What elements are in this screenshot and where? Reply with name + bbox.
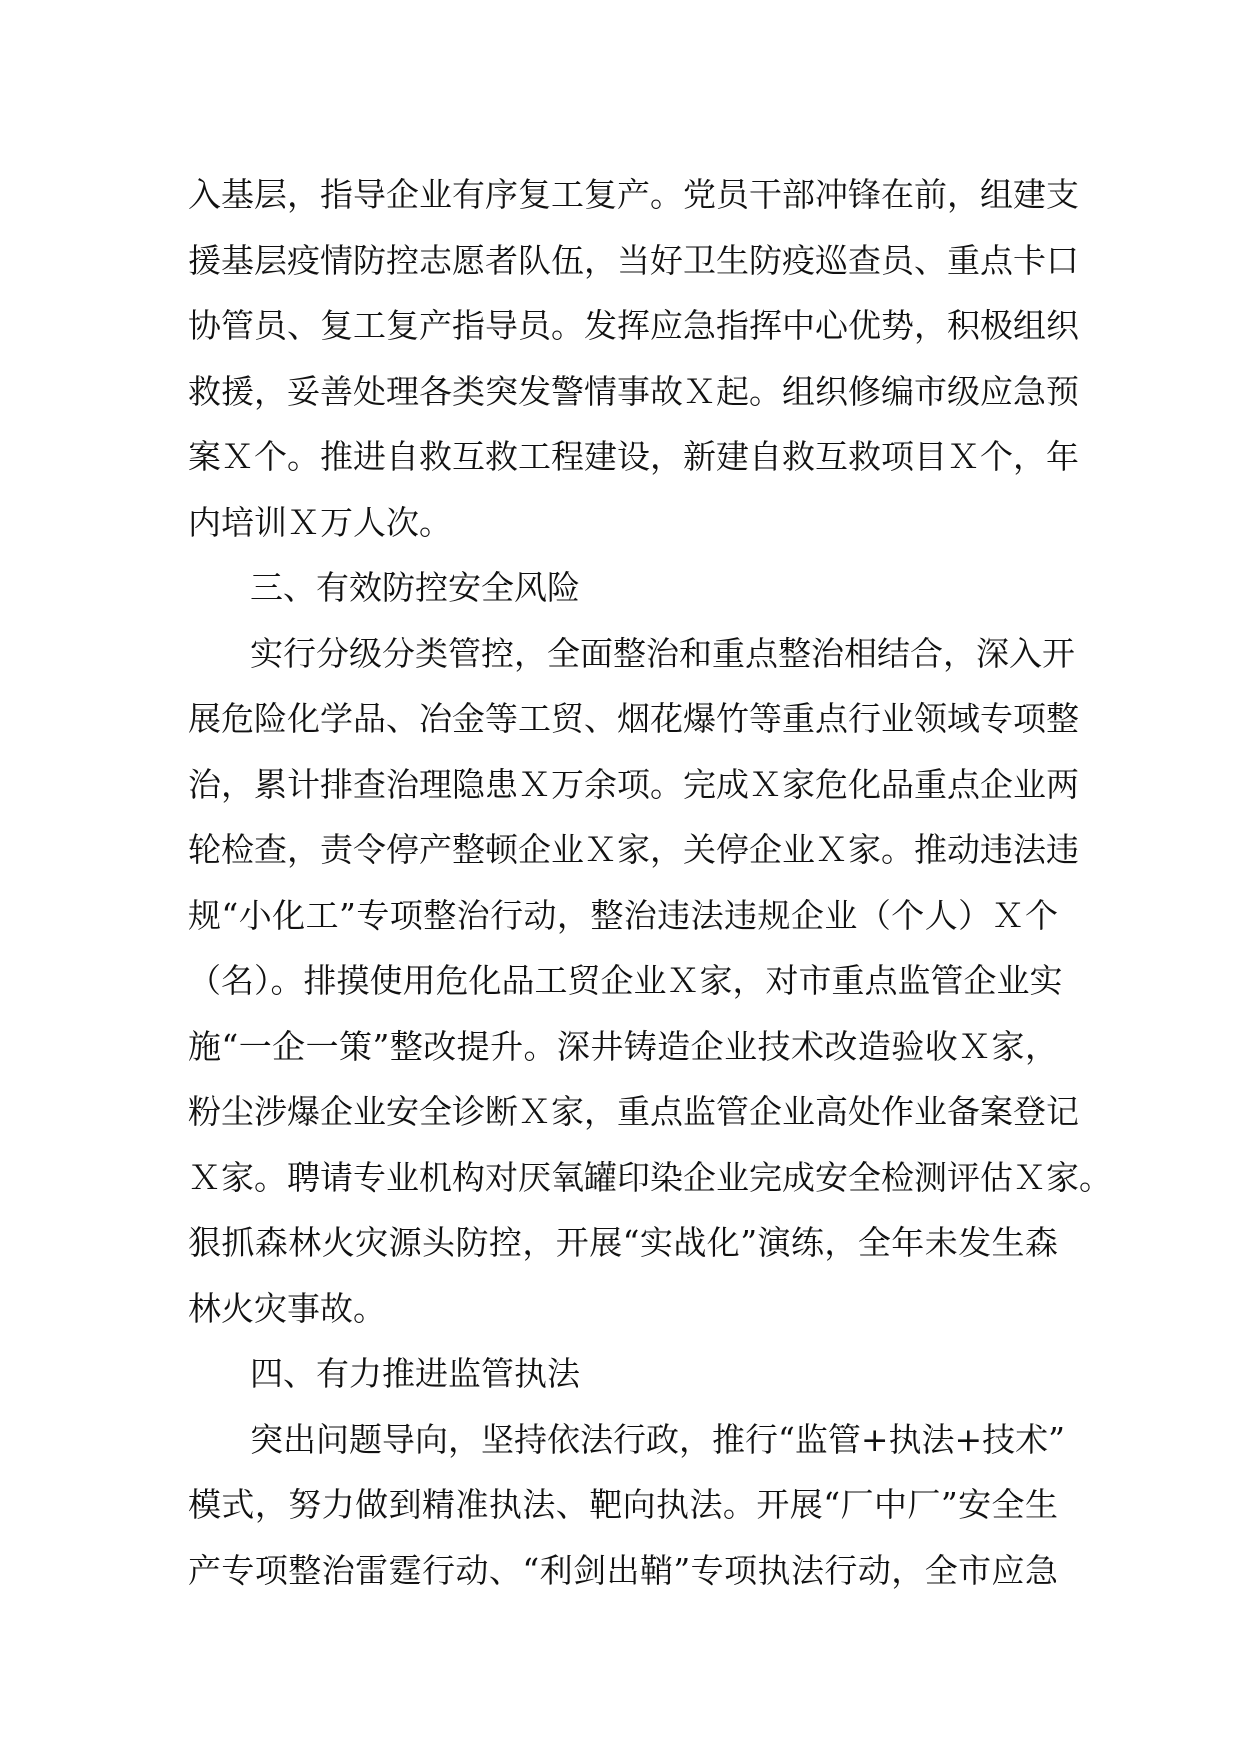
text-line: 救援，妥善处理各类突发警情事故Ｘ起。组织修编市级应急预 [188, 371, 1079, 411]
paragraph-risk-control [188, 621, 1112, 1342]
text-line: Ｘ家。聘请专业机构对厌氧罐印染企业完成安全检测评估Ｘ家。 [188, 1157, 1112, 1197]
text-line: 展危险化学品、冶金等工贸、烟花爆竹等重点行业领域专项整 [188, 699, 1079, 738]
text-line: 内培训Ｘ万人次。 [188, 502, 452, 542]
paragraph-law-enforcement [188, 1407, 1066, 1604]
text-line: 粉尘涉爆企业安全诊断Ｘ家，重点监管企业高处作业备案登记 [188, 1092, 1079, 1131]
text-line: 入基层，指导企业有序复工复产。党员干部冲锋在前，组建支 [188, 175, 1079, 214]
text-line: 轮检查，责令停产整顿企业Ｘ家，关停企业Ｘ家。推动违法违 [188, 830, 1079, 869]
section-heading-four: 四、有力推进监管执法 [250, 1354, 580, 1393]
document-body [188, 162, 1112, 1603]
text-line: 突出问题导向，坚持依法行政，推行“监管+执法+技术” [250, 1419, 1066, 1459]
text-line: 规“小化工”专项整治行动，整治违法违规企业（个人）Ｘ个 [188, 895, 1058, 935]
text-line: 模式，努力做到精准执法、靶向执法。开展“厂中厂”安全生 [188, 1485, 1058, 1524]
text-line: 实行分级分类管控，全面整治和重点整治相结合，深入开 [250, 633, 1075, 673]
text-line: 援基层疫情防控志愿者队伍，当好卫生防疫巡查员、重点卡口 [188, 240, 1079, 280]
text-line: 案Ｘ个。推进自救互救工程建设，新建自救互救项目Ｘ个，年 [188, 437, 1079, 476]
section-heading-three: 三、有效防控安全风险 [250, 568, 580, 607]
text-line: 狠抓森林火灾源头防控，开展“实战化”演练，全年未发生森 [188, 1223, 1058, 1262]
text-line: 治，累计排查治理隐患Ｘ万余项。完成Ｘ家危化品重点企业两 [188, 764, 1079, 804]
paragraph-emergency-response [188, 162, 1079, 555]
text-line: 协管员、复工复产指导员。发挥应急指挥中心优势，积极组织 [188, 306, 1079, 345]
text-line: 林火灾事故。 [188, 1288, 386, 1328]
text-line: 产专项整治雷霆行动、“利剑出鞘”专项执法行动，全市应急 [188, 1550, 1058, 1590]
text-line: 施“一企一策”整改提升。深井铸造企业技术改造验收Ｘ家， [188, 1026, 1058, 1066]
text-line: （名）。排摸使用危化品工贸企业Ｘ家，对市重点监管企业实 [188, 961, 1063, 1000]
